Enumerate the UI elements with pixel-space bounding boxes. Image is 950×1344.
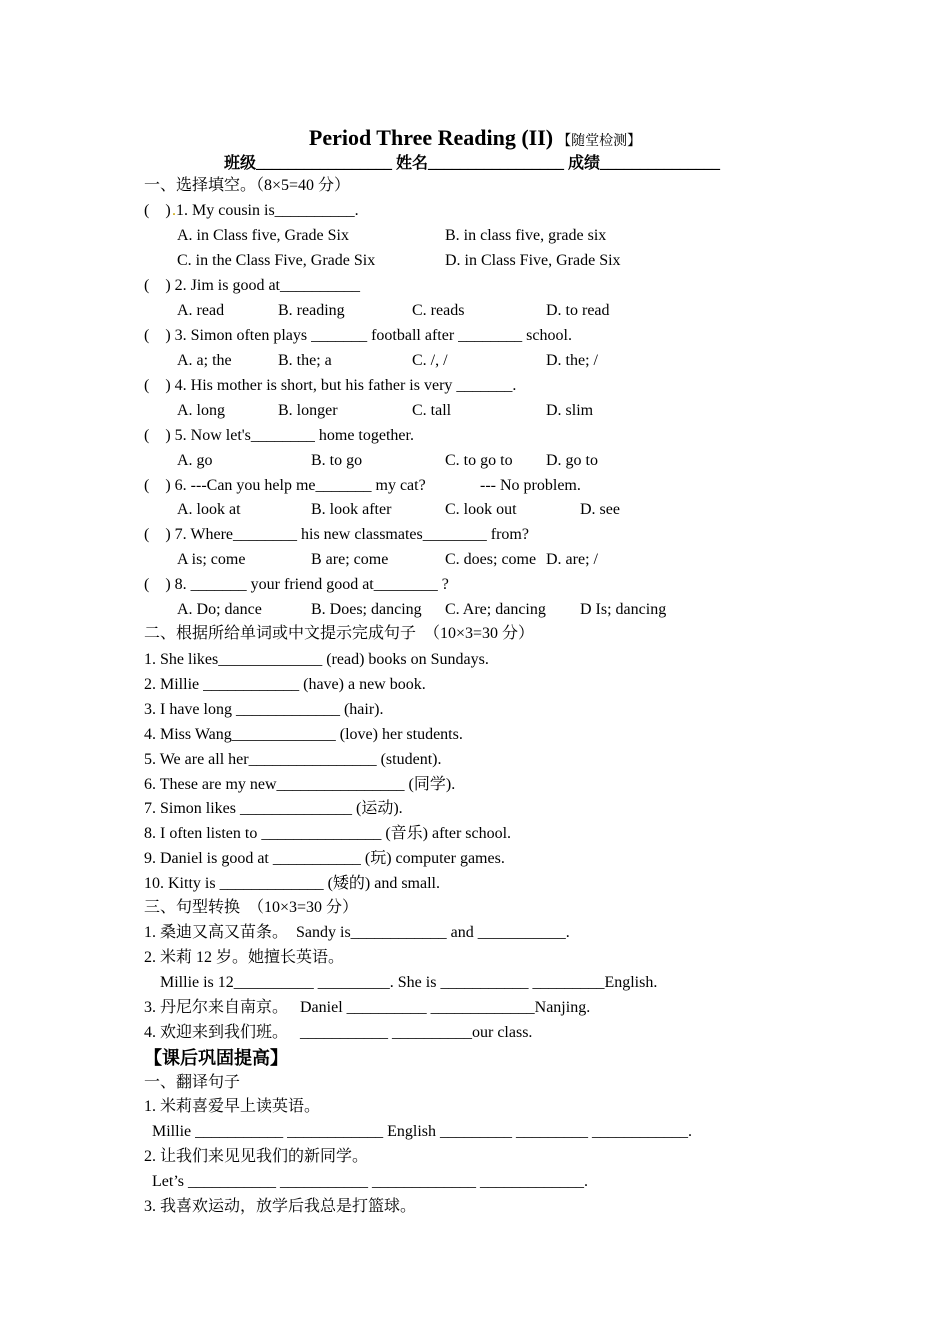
s4-subheading: 一、翻译句子 <box>144 1074 241 1091</box>
q7-stem: ( ) 7. Where________ his new classmates________ from? <box>144 526 529 543</box>
q3-option-d: D. the; / <box>546 352 598 369</box>
q8-option-d: D Is; dancing <box>580 601 667 618</box>
q1-bracket: ( ) <box>144 202 171 219</box>
title-tag: 【随堂检测】 <box>557 134 642 149</box>
section-2-heading: 二、根据所给单词或中文提示完成句子 （10×3=30 分） <box>144 625 535 642</box>
q2-option-a: A. read <box>177 302 225 319</box>
q6-option-a: A. look at <box>177 501 241 518</box>
s2-item: 10. Kitty is _____________ (矮的) and small. <box>144 875 440 892</box>
q4-option-d: D. slim <box>546 402 594 419</box>
q2-stem: ( ) 2. Jim is good at__________ <box>144 277 360 294</box>
q2-option-b: B. reading <box>278 302 345 319</box>
s3-item-4: 4. 欢迎来到我们班。 ___________ __________our class. <box>144 1024 533 1041</box>
q5-stem: ( ) 5. Now let's________ home together. <box>144 427 414 444</box>
s2-item: 7. Simon likes ______________ (运动). <box>144 800 403 817</box>
s4-item-2-answer: Let’s ___________ ___________ _____________ _____________. <box>152 1173 588 1190</box>
s4-item-1-answer: Millie ___________ ____________ English _________ _________ ____________. <box>152 1123 692 1140</box>
q7-option-b: B are; come <box>311 551 389 568</box>
q3-option-c: C. /, / <box>412 352 448 369</box>
section-1-heading: 一、选择填空。（8×5=40 分） <box>144 177 351 194</box>
q8-option-a: A. Do; dance <box>177 601 262 618</box>
q5-option-d: D. go to <box>546 452 598 469</box>
s2-item: 3. I have long _____________ (hair). <box>144 701 384 718</box>
q2-option-d: D. to read <box>546 302 610 319</box>
q1-option-b: B. in class five, grade six <box>445 227 607 244</box>
s3-item-3: 3. 丹尼尔来自南京。 Daniel __________ _____________Nanjing. <box>144 999 591 1016</box>
q8-option-c: C. Are; dancing <box>445 601 546 618</box>
q3-stem: ( ) 3. Simon often plays _______ football after ________ school. <box>144 327 572 344</box>
s2-item: 9. Daniel is good at ___________ (玩) computer games. <box>144 850 505 867</box>
s2-item: 8. I often listen to _______________ (音乐) after school. <box>144 825 512 842</box>
q1-stem: .1. My cousin is__________. <box>172 202 359 219</box>
q5-option-c: C. to go to <box>445 452 513 469</box>
q6-option-b: B. look after <box>311 501 392 518</box>
q8-option-b: B. Does; dancing <box>311 601 422 618</box>
q3-option-a: A. a; the <box>177 352 232 369</box>
q8-stem: ( ) 8. _______ your friend good at________ ? <box>144 576 449 593</box>
q5-option-b: B. to go <box>311 452 363 469</box>
q5-option-a: A. go <box>177 452 213 469</box>
s4-item-3: 3. 我喜欢运动，放学后我总是打篮球。 <box>144 1198 417 1215</box>
student-info-line: 班级_________________ 姓名_________________ 成绩_______________ <box>224 155 721 172</box>
s4-item-2: 2. 让我们来见见我们的新同学。 <box>144 1148 369 1165</box>
q7-option-a: A is; come <box>177 551 246 568</box>
q1-option-d: D. in Class Five, Grade Six <box>445 252 621 269</box>
page-title <box>0 125 950 151</box>
q6-option-c: C. look out <box>445 501 517 518</box>
s2-item: 4. Miss Wang_____________ (love) her students. <box>144 726 463 743</box>
s3-item-2: 2. 米莉 12 岁。她擅长英语。 <box>144 949 345 966</box>
s4-item-1: 1. 米莉喜爱早上读英语。 <box>144 1098 321 1115</box>
s2-item: 2. Millie ____________ (have) a new book. <box>144 676 426 693</box>
q4-option-c: C. tall <box>412 402 452 419</box>
q7-option-d: D. are; / <box>546 551 598 568</box>
q6-stem: ( ) 6. ---Can you help me_______ my cat? <box>144 477 426 494</box>
s2-item: 6. These are my new________________ (同学). <box>144 776 456 793</box>
q6-option-d: D. see <box>580 501 620 518</box>
title-text: Period Three Reading (II) <box>308 125 554 150</box>
q4-option-b: B. longer <box>278 402 338 419</box>
s2-item: 1. She likes_____________ (read) books on Sundays. <box>144 651 489 668</box>
q7-option-c: C. does; come <box>445 551 537 568</box>
section-4-heading: 【课后巩固提高】 <box>144 1048 288 1068</box>
s2-item: 5. We are all her________________ (student). <box>144 751 442 768</box>
q3-option-b: B. the; a <box>278 352 332 369</box>
section-3-heading: 三、句型转换 （10×3=30 分） <box>144 899 359 916</box>
q6-response: --- No problem. <box>480 477 581 494</box>
q1-option-a: A. in Class five, Grade Six <box>177 227 349 244</box>
s3-item-1: 1. 桑迪又高又苗条。 Sandy is____________ and ___________. <box>144 924 570 941</box>
q2-option-c: C. reads <box>412 302 465 319</box>
s3-item-2-answer: Millie is 12__________ _________. She is ___________ _________English. <box>160 974 658 991</box>
q4-option-a: A. long <box>177 402 225 419</box>
q4-stem: ( ) 4. His mother is short, but his father is very _______. <box>144 377 517 394</box>
q1-option-c: C. in the Class Five, Grade Six <box>177 252 376 269</box>
